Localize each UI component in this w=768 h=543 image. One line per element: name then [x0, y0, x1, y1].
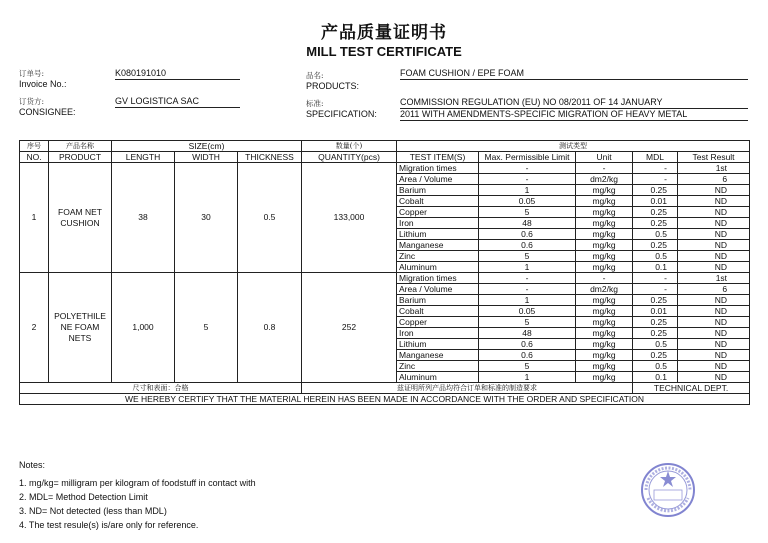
test-result: ND — [678, 251, 750, 262]
test-result: ND — [678, 361, 750, 372]
note-item: 2. MDL= Method Detection Limit — [19, 492, 148, 502]
company-seal-icon — [640, 462, 696, 518]
th-test-item: TEST ITEM(S) — [397, 152, 479, 163]
test-item: Cobalt — [397, 196, 479, 207]
specification-label-en: SPECIFICATION: — [306, 109, 377, 119]
test-item: Cobalt — [397, 306, 479, 317]
test-item: Area / Volume — [397, 284, 479, 295]
product-width: 5 — [175, 273, 238, 383]
test-mdl: 0.5 — [633, 339, 678, 350]
test-limit: - — [479, 273, 576, 284]
specification-value-line1: COMMISSION REGULATION (EU) NO 08/2011 OF 14 JANUARY — [400, 97, 748, 109]
test-item: Copper — [397, 207, 479, 218]
certification-statement: WE HEREBY CERTIFY THAT THE MATERIAL HEREIN HAS BEEN MADE IN ACCORDANCE WITH THE ORDER AND SPECIFICATION — [20, 394, 750, 405]
th-result: Test Result — [678, 152, 750, 163]
th-test-type-cn: 测试类型 — [397, 141, 750, 152]
test-unit: mg/kg — [576, 361, 633, 372]
test-unit: mg/kg — [576, 229, 633, 240]
test-limit: 0.6 — [479, 229, 576, 240]
test-limit: - — [479, 284, 576, 295]
test-limit: 1 — [479, 262, 576, 273]
test-item: Barium — [397, 185, 479, 196]
test-mdl: 0.25 — [633, 350, 678, 361]
notes — [19, 458, 256, 532]
test-mdl: 0.5 — [633, 361, 678, 372]
test-mdl: 0.25 — [633, 218, 678, 229]
test-limit: 0.6 — [479, 240, 576, 251]
test-mdl: - — [633, 163, 678, 174]
test-unit: mg/kg — [576, 218, 633, 229]
test-mdl: 0.25 — [633, 317, 678, 328]
invoice-label-en: Invoice No.: — [19, 79, 67, 89]
products-label-en: PRODUCTS: — [306, 81, 360, 91]
note-item: 3. ND= Not detected (less than MDL) — [19, 506, 167, 516]
th-no: NO. — [20, 152, 49, 163]
th-unit: Unit — [576, 152, 633, 163]
test-mdl: - — [633, 273, 678, 284]
test-mdl: 0.1 — [633, 262, 678, 273]
notes-title: Notes: — [19, 460, 46, 470]
test-mdl: 0.01 — [633, 196, 678, 207]
test-unit: dm2/kg — [576, 174, 633, 185]
test-unit: mg/kg — [576, 306, 633, 317]
test-item: Migration times — [397, 163, 479, 174]
test-unit: mg/kg — [576, 328, 633, 339]
test-result: ND — [678, 185, 750, 196]
test-limit: 1 — [479, 372, 576, 383]
test-mdl: 0.25 — [633, 240, 678, 251]
test-result: ND — [678, 317, 750, 328]
test-unit: - — [576, 163, 633, 174]
test-mdl: 0.25 — [633, 185, 678, 196]
test-limit: 48 — [479, 218, 576, 229]
products-label-cn: 品名: — [306, 71, 324, 80]
test-limit: 5 — [479, 251, 576, 262]
test-mdl: 0.1 — [633, 372, 678, 383]
test-mdl: 0.25 — [633, 328, 678, 339]
test-item: Iron — [397, 328, 479, 339]
consignee-value: GV LOGISTICA SAC — [115, 96, 240, 108]
test-mdl: 0.25 — [633, 207, 678, 218]
th-width: WIDTH — [175, 152, 238, 163]
test-mdl: 0.5 — [633, 251, 678, 262]
product-quantity: 133,000 — [302, 163, 397, 273]
title-english: MILL TEST CERTIFICATE — [306, 44, 462, 59]
test-limit: - — [479, 174, 576, 185]
product-length: 1,000 — [112, 273, 175, 383]
test-result: 6 — [678, 284, 750, 295]
products-value: FOAM CUSHION / EPE FOAM — [400, 68, 748, 80]
test-unit: mg/kg — [576, 196, 633, 207]
test-item: Copper — [397, 317, 479, 328]
title-chinese: 产品质量证明书 — [321, 23, 447, 43]
test-item: Zinc — [397, 251, 479, 262]
test-result: ND — [678, 295, 750, 306]
th-product: PRODUCT — [49, 152, 112, 163]
header-row-english — [20, 152, 750, 163]
product-width: 30 — [175, 163, 238, 273]
test-mdl: - — [633, 284, 678, 295]
test-unit: mg/kg — [576, 372, 633, 383]
test-result: ND — [678, 218, 750, 229]
test-unit: mg/kg — [576, 207, 633, 218]
test-limit: 5 — [479, 317, 576, 328]
test-unit: mg/kg — [576, 185, 633, 196]
table-row — [20, 163, 750, 174]
product-no: 1 — [20, 163, 49, 273]
test-result: ND — [678, 372, 750, 383]
test-item: Zinc — [397, 361, 479, 372]
th-limit: Max. Permissible Limit — [479, 152, 576, 163]
test-mdl: 0.01 — [633, 306, 678, 317]
product-name: POLYETHILE NE FOAM NETS — [49, 273, 112, 383]
test-limit: 0.05 — [479, 196, 576, 207]
test-result: 1st — [678, 163, 750, 174]
table-row — [20, 273, 750, 284]
test-mdl: - — [633, 174, 678, 185]
test-result: ND — [678, 229, 750, 240]
test-result: ND — [678, 350, 750, 361]
test-mdl: 0.5 — [633, 229, 678, 240]
test-result: ND — [678, 328, 750, 339]
specification-value-line2: 2011 WITH AMENDMENTS-SPECIFIC MIGRATION OF HEAVY METAL — [400, 109, 748, 121]
product-quantity: 252 — [302, 273, 397, 383]
note-item: 1. mg/kg= milligram per kilogram of foodstuff in contact with — [19, 478, 256, 488]
footer-dimensions-note: 尺寸和表面：合格 — [20, 383, 302, 394]
th-size: SIZE(cm) — [112, 141, 302, 152]
test-limit: 5 — [479, 207, 576, 218]
test-results-table — [19, 140, 750, 405]
product-length: 38 — [112, 163, 175, 273]
specification-label — [306, 98, 377, 120]
th-length: LENGTH — [112, 152, 175, 163]
consignee-label-en: CONSIGNEE: — [19, 107, 76, 117]
test-result: ND — [678, 240, 750, 251]
test-result: 1st — [678, 273, 750, 284]
test-limit: 1 — [479, 295, 576, 306]
technical-dept: TECHNICAL DEPT. — [633, 383, 750, 394]
consignee-label — [19, 96, 76, 118]
test-limit: 48 — [479, 328, 576, 339]
products-label — [306, 70, 359, 92]
th-no-cn: 序号 — [20, 141, 49, 152]
invoice-label — [19, 68, 67, 90]
th-product-cn: 产品名称 — [49, 141, 112, 152]
th-quantity-cn: 数量(个) — [302, 141, 397, 152]
test-unit: mg/kg — [576, 262, 633, 273]
test-unit: mg/kg — [576, 295, 633, 306]
test-unit: mg/kg — [576, 240, 633, 251]
test-item: Manganese — [397, 350, 479, 361]
test-item: Iron — [397, 218, 479, 229]
test-limit: 0.6 — [479, 350, 576, 361]
test-result: ND — [678, 262, 750, 273]
test-unit: mg/kg — [576, 339, 633, 350]
certification-row — [20, 394, 750, 405]
th-mdl: MDL — [633, 152, 678, 163]
test-unit: - — [576, 273, 633, 284]
consignee-label-cn: 订货方: — [19, 97, 45, 106]
th-thickness: THICKNESS — [238, 152, 302, 163]
test-item: Migration times — [397, 273, 479, 284]
test-result: ND — [678, 196, 750, 207]
test-item: Lithium — [397, 229, 479, 240]
test-result: ND — [678, 306, 750, 317]
product-name: FOAM NET CUSHION — [49, 163, 112, 273]
test-item: Aluminum — [397, 262, 479, 273]
test-limit: 1 — [479, 185, 576, 196]
test-unit: dm2/kg — [576, 284, 633, 295]
footer-row — [20, 383, 750, 394]
header-row-chinese — [20, 141, 750, 152]
th-quantity: QUANTITY(pcs) — [302, 152, 397, 163]
test-limit: 0.05 — [479, 306, 576, 317]
invoice-label-cn: 订单号: — [19, 69, 45, 78]
footer-conformity-note: 兹证明所列产品均符合订单和标准的制造要求 — [302, 383, 633, 394]
note-item: 4. The test resule(s) is/are only for reference. — [19, 520, 199, 530]
test-item: Lithium — [397, 339, 479, 350]
test-limit: - — [479, 163, 576, 174]
test-result: ND — [678, 339, 750, 350]
product-thickness: 0.8 — [238, 273, 302, 383]
test-result: 6 — [678, 174, 750, 185]
test-limit: 0.6 — [479, 339, 576, 350]
product-no: 2 — [20, 273, 49, 383]
specification-label-cn: 标准: — [306, 99, 324, 108]
product-thickness: 0.5 — [238, 163, 302, 273]
test-limit: 5 — [479, 361, 576, 372]
test-item: Aluminum — [397, 372, 479, 383]
test-unit: mg/kg — [576, 317, 633, 328]
test-unit: mg/kg — [576, 350, 633, 361]
test-unit: mg/kg — [576, 251, 633, 262]
invoice-value: K080191010 — [115, 68, 240, 80]
test-result: ND — [678, 207, 750, 218]
test-mdl: 0.25 — [633, 295, 678, 306]
test-item: Area / Volume — [397, 174, 479, 185]
test-item: Barium — [397, 295, 479, 306]
test-item: Manganese — [397, 240, 479, 251]
